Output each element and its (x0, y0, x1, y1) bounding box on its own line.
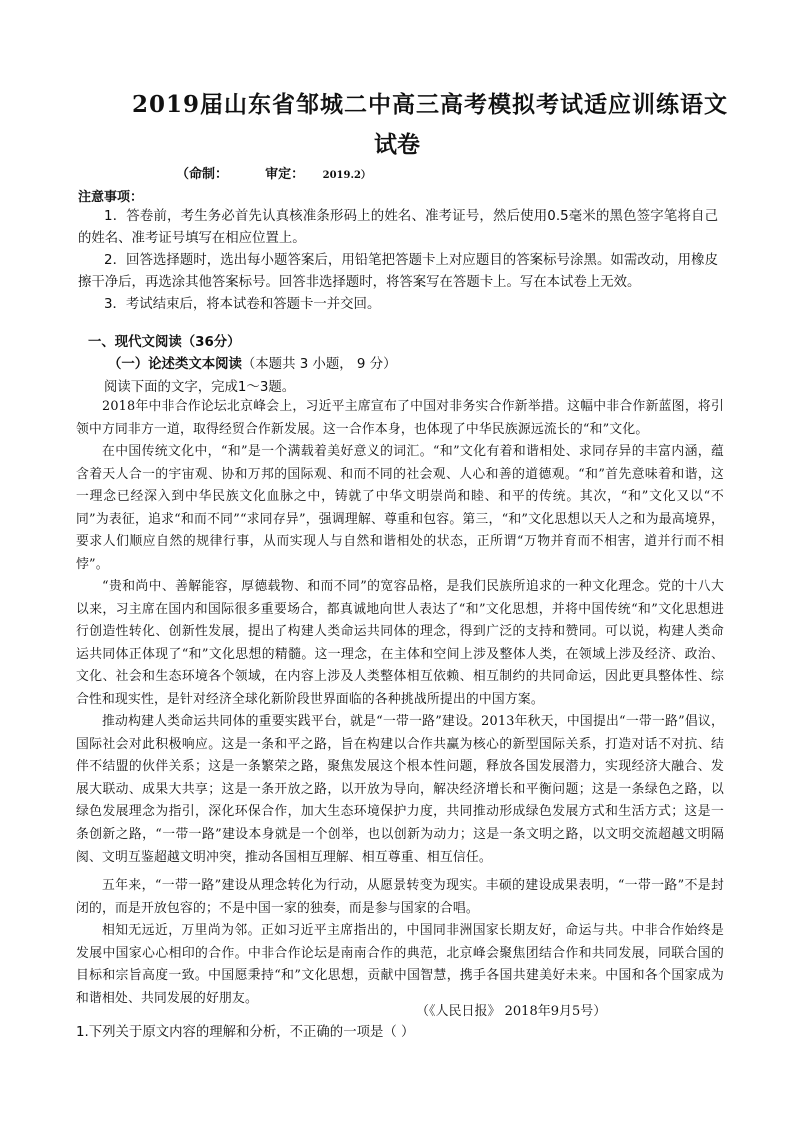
article-paragraph-3: “贵和尚中、善解能容，厚德载物、和而不同”的宽容品格，是我们民族所追求的一种文化理念。党的十八大以来，习主席在国内和国际很多重要场合，都真诚地向世人表达了“和”文化思想，并将中国传统“和”文化思想进行创造性转化、创新性发展，提出了构建人类命运共同体的理念，得到广泛的支持和赞同。可以说，构建人类命运共同体正体现了“和”文化思想的精髓。这一理念，在主体和空间上涉及整体人类，在领域上涉及经济、政治、文化、社会和生态环境各个领域，在内容上涉及人类整体相互依赖、相互制约的共同命运，因此更具整体性、综合性和现实性，是针对经济全球化新阶段世界面临的各种挑战所提出的中国方案。 (76, 579, 724, 707)
exam-date: 2019.2） (322, 170, 371, 181)
article-paragraph-4: 推动构建人类命运共同体的重要实践平台，就是“一带一路”建设。2013年秋天，中国提出“一带一路”倡议，国际社会对此积极响应。这是一条和平之路，旨在构建以合作共赢为核心的新型国际关系，打造对话不对抗、结伴不结盟的伙伴关系；这是一条繁荣之路，聚焦发展这个根本性问题，释放各国发展潜力，实现经济大融合、发展大联动、成果大共享；这是一条开放之路，以开放为导向，解决经济增长和平衡问题；这是一条绿色之路，以绿色发展理念为指引，深化环保合作，加大生态环境保护力度，共同推动形成绿色发展方式和生活方式；这是一条创新之路，“一带一路”建设本身就是一个创举，也以创新为动力；这是一条文明之路，以文明交流超越文明隔阂、文明互鉴超越文明冲突，推动各国相互理解、相互尊重、相互信任。 (76, 714, 724, 865)
subsection-title: （一）论述类文本阅读 (108, 357, 242, 372)
notice-item-3: 3．考试结束后，将本试卷和答题卡一并交回。 (104, 297, 381, 312)
article-source: （《人民日报》 2018年9月5号） (416, 1004, 607, 1019)
article-paragraph-2: 在中国传统文化中，“和”是一个满载着美好意义的词汇。“和”文化有着和谐相处、求同存异的丰富内涵，蕴含着天人合一的宇宙观、协和万邦的国际观、和而不同的社会观、人心和善的道德观。“和”首先意味着和谐，这一理念已经深入到中华民族文化血脉之中，铸就了中华文明崇尚和睦、和平的传统。其次，“和”文化又以“不同”为表征，追求“和而不同”“求同存异”，强调理解、尊重和包容。第三，“和”文化思想以天人之和为最高境界，要求人们顺应自然的规律行事，从而实现人与自然和谐相处的状态，正所谓“万物并育而不相害，道并行而不相悖”。 (76, 444, 724, 572)
section-heading: 一、现代文阅读（36分） (88, 335, 241, 350)
article-paragraph-1: 2018年中非合作论坛北京峰会上，习近平主席宣布了中国对非务实合作新举措。这幅中非合作新蓝图，将引领中方同非方一道，取得经贸合作新发展。这一合作本身，也体现了中华民族源远流长的“和”文化。 (76, 399, 724, 437)
notice-heading: 注意事项： (78, 190, 144, 205)
exam-title-line1: 2019届山东省邹城二中高三高考模拟考试适应训练语文 (131, 91, 728, 118)
question-1: 1.下列关于原文内容的理解和分析，不正确的一项是（ ） (76, 1025, 415, 1040)
subsection-note: （本题共 3 小题， 9 分） (241, 357, 397, 372)
article-paragraph-5: 五年来，“一带一路”建设从理念转化为行动，从愿景转变为现实。丰硕的建设成果表明，“一带一路”不是封闭的，而是开放包容的；不是中国一家的独奏，而是参与国家的合唱。 (76, 878, 724, 916)
article-paragraph-6: 相知无远近，万里尚为邻。正如习近平主席指出的，中国同非洲国家长期友好，命运与共。中非合作始终是发展中国家心心相印的合作。中非合作论坛是南南合作的典范，北京峰会聚焦团结合作和共同发展，同联合国的目标和宗旨高度一致。中国愿秉持“和”文化思想，贡献中国智慧，携手各国共建美好未来。中国和各个国家成为和谐相处、共同发展的好朋友。 (76, 923, 724, 1006)
subsection-heading (108, 353, 397, 372)
author-label: （命制： (176, 167, 229, 182)
notice-item-1: 1．答卷前，考生务必首先认真核准条形码上的姓名、准考证号，然后使用0.5毫米的黑色签字笔将自己的姓名、准考证号填写在相应位置上。 (78, 209, 718, 246)
reading-instruction: 阅读下面的文字，完成1～3题。 (104, 380, 296, 395)
exam-meta (176, 163, 371, 182)
notice-item-2: 2．回答选择题时，选出每小题答案后，用铅笔把答题卡上对应题目的答案标号涂黑。如需改动，用橡皮擦干净后，再选涂其他答案标号。回答非选择题时，将答案写在答题卡上。写在本试卷上无效。 (78, 253, 718, 290)
reviewer-label: 审定： (265, 167, 305, 182)
exam-title-line2: 试卷 (374, 131, 420, 158)
